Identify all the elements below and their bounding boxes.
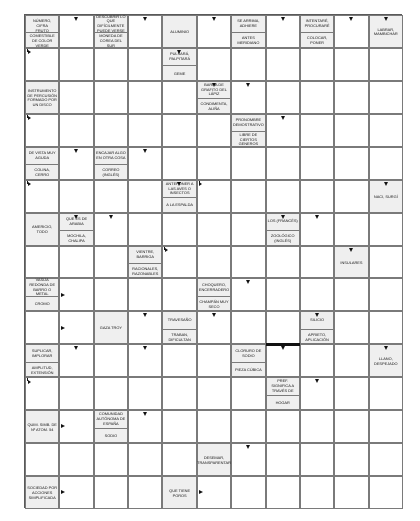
answer-cell[interactable] — [300, 344, 334, 377]
answer-cell[interactable] — [231, 180, 265, 213]
answer-cell[interactable] — [162, 81, 196, 114]
arrow-right-icon — [61, 424, 65, 428]
clue-text: BARRA DE GRAFITO DEL LÁPIZ — [201, 81, 227, 97]
arrow-down-icon — [74, 215, 78, 219]
answer-cell[interactable] — [59, 180, 93, 213]
answer-cell[interactable] — [197, 344, 231, 377]
clue-text: VASIJA REDONDA DE BARRO O METAL — [29, 277, 56, 297]
clue-text: CHOQUERO, ENCERRADERO — [198, 281, 230, 292]
arrow-bent-head-icon — [28, 380, 31, 384]
answer-cell[interactable] — [300, 48, 334, 81]
answer-cell[interactable] — [369, 81, 403, 114]
answer-cell[interactable] — [162, 443, 196, 476]
arrow-bent-head-icon — [199, 182, 202, 186]
clue-cell — [94, 311, 128, 344]
clue-cell — [231, 114, 265, 147]
clue-text: DESCUBRIR LO QUE DIFÍCILMENTE PUEDE VERSE — [96, 13, 126, 33]
answer-cell[interactable] — [231, 476, 265, 509]
answer-cell[interactable] — [128, 180, 162, 213]
answer-cell[interactable] — [334, 180, 368, 213]
clue-text: ZOOLÓGICO (INGLÉS) — [267, 230, 299, 246]
crossword-grid — [24, 14, 402, 508]
answer-cell[interactable] — [128, 476, 162, 509]
answer-cell[interactable] — [231, 410, 265, 443]
answer-cell[interactable] — [334, 278, 368, 311]
answer-cell[interactable] — [334, 476, 368, 509]
clue-text: TRABAN, DIFICULTAN — [163, 329, 195, 345]
clue-cell — [25, 278, 59, 311]
answer-cell[interactable] — [369, 147, 403, 180]
clue-text: QUE ES DE ARABIA — [65, 216, 88, 226]
answer-cell[interactable] — [94, 180, 128, 213]
clue-text: VIENTRE, BARRIGA — [136, 248, 155, 259]
clue-text: PIEZA CÚBICA — [232, 362, 264, 378]
clue-cell — [197, 278, 231, 311]
clue-text: PRONOMBRE DEMOSTRATIVO — [232, 117, 264, 128]
answer-cell[interactable] — [300, 410, 334, 443]
answer-cell[interactable] — [162, 344, 196, 377]
arrow-down-icon — [109, 215, 113, 219]
answer-cell[interactable] — [369, 114, 403, 147]
answer-cell[interactable] — [334, 377, 368, 410]
clue-text: PULSARÁ, PALPITARÁ — [169, 51, 191, 62]
thick-divider — [266, 343, 300, 346]
clue-cell — [94, 15, 128, 48]
arrow-down-icon — [212, 83, 216, 87]
arrow-down-icon — [281, 116, 285, 120]
clue-text: ANTES MERIDIANO — [232, 32, 264, 48]
arrow-right-icon — [61, 293, 65, 297]
answer-cell[interactable] — [231, 213, 265, 246]
answer-cell[interactable] — [266, 311, 300, 344]
arrow-down-icon — [143, 149, 147, 153]
clue-text: ANTEPONER A LAS AVES O INSECTOS — [165, 180, 194, 196]
arrow-down-icon — [349, 248, 353, 252]
arrow-down-icon — [349, 17, 353, 21]
answer-cell[interactable] — [162, 114, 196, 147]
clue-text: CONDIMENTA, ALIÑA — [198, 98, 230, 114]
answer-cell[interactable] — [162, 147, 196, 180]
clue-cell — [25, 410, 59, 443]
clue-text: INSULARES — [340, 259, 363, 265]
clue-cell — [300, 15, 334, 48]
clue-text: DE VISTA MUY AGUDA — [28, 150, 56, 160]
answer-cell[interactable] — [369, 278, 403, 311]
clue-cell — [231, 15, 265, 48]
clue-cell — [25, 476, 59, 509]
answer-cell[interactable] — [128, 48, 162, 81]
arrow-down-icon — [143, 17, 147, 21]
answer-cell[interactable] — [197, 147, 231, 180]
arrow-down-icon — [177, 50, 181, 54]
arrow-bent-head-icon — [165, 248, 168, 252]
clue-text: NÚMERO, CIFRA — [32, 18, 52, 29]
answer-cell[interactable] — [266, 48, 300, 81]
answer-cell[interactable] — [128, 443, 162, 476]
answer-cell[interactable] — [266, 476, 300, 509]
answer-cell[interactable] — [94, 81, 128, 114]
answer-cell[interactable] — [334, 81, 368, 114]
answer-cell[interactable] — [369, 213, 403, 246]
clue-cell — [25, 15, 59, 48]
answer-cell[interactable] — [231, 48, 265, 81]
answer-cell[interactable] — [300, 114, 334, 147]
clue-text: GAZA TROY — [99, 325, 122, 331]
answer-cell[interactable] — [369, 311, 403, 344]
clue-text: COMUNIDAD AUTÓNOMA DE ESPAÑA — [96, 411, 126, 426]
clue-text: CHAMPÁN MUY SECO — [198, 296, 230, 312]
answer-cell[interactable] — [369, 246, 403, 279]
answer-cell[interactable] — [266, 180, 300, 213]
answer-cell[interactable] — [162, 278, 196, 311]
arrow-right-icon — [199, 490, 203, 494]
answer-cell[interactable] — [128, 377, 162, 410]
arrow-down-icon — [281, 215, 285, 219]
answer-cell[interactable] — [59, 114, 93, 147]
arrow-down-icon — [246, 83, 250, 87]
answer-cell[interactable] — [334, 147, 368, 180]
clue-cell — [128, 246, 162, 279]
clue-text: DESEMAR, TRANSPARENTAR — [197, 454, 231, 465]
clue-text: LIBRE DE CIERTOS GENEROS — [232, 131, 264, 147]
answer-cell[interactable] — [266, 147, 300, 180]
clue-text: HOGAR — [267, 395, 299, 411]
clue-text: RACIONALES, RAZONABLES — [129, 263, 161, 279]
answer-cell[interactable] — [300, 147, 334, 180]
answer-cell[interactable] — [369, 443, 403, 476]
arrow-down-icon — [384, 17, 388, 21]
arrow-bent-head-icon — [28, 182, 31, 186]
answer-cell[interactable] — [300, 476, 334, 509]
clue-cell — [231, 344, 265, 377]
answer-cell[interactable] — [162, 377, 196, 410]
clue-text: MONEDA DE COREA DEL SUR — [95, 32, 127, 48]
answer-cell[interactable] — [94, 377, 128, 410]
answer-cell[interactable] — [25, 311, 59, 344]
answer-cell[interactable] — [94, 246, 128, 279]
answer-cell[interactable] — [300, 180, 334, 213]
clue-text: INTENTARÉ, PROCURARÉ — [304, 18, 330, 29]
clue-cell — [162, 311, 196, 344]
answer-cell[interactable] — [300, 278, 334, 311]
answer-cell[interactable] — [266, 410, 300, 443]
clue-text: CORREO (INGLÉS) — [95, 164, 127, 180]
answer-cell[interactable] — [59, 377, 93, 410]
answer-cell[interactable] — [197, 48, 231, 81]
arrow-down-icon — [177, 182, 181, 186]
clue-text: FRUTO COMESTIBLE DE COLOR VERDE — [26, 32, 58, 48]
answer-cell[interactable] — [59, 443, 93, 476]
arrow-down-icon — [384, 346, 388, 350]
clue-text: SE ARRIMA, ADHIERE — [237, 18, 260, 29]
answer-cell[interactable] — [162, 410, 196, 443]
answer-cell[interactable] — [300, 81, 334, 114]
answer-cell[interactable] — [334, 410, 368, 443]
answer-cell[interactable] — [231, 246, 265, 279]
clue-text: COLOCAR, PONER — [301, 32, 333, 48]
answer-cell[interactable] — [197, 246, 231, 279]
clue-text: CLORURO DE SODIO — [235, 347, 262, 358]
answer-cell[interactable] — [128, 213, 162, 246]
answer-cell[interactable] — [94, 344, 128, 377]
answer-cell[interactable] — [300, 443, 334, 476]
arrow-down-icon — [212, 313, 216, 317]
answer-cell[interactable] — [266, 81, 300, 114]
arrow-bent-head-icon — [28, 50, 31, 54]
answer-cell[interactable] — [197, 213, 231, 246]
answer-cell[interactable] — [197, 114, 231, 147]
arrow-down-icon — [246, 280, 250, 284]
clue-cell — [25, 81, 59, 114]
arrow-down-icon — [315, 313, 319, 317]
answer-cell[interactable] — [231, 147, 265, 180]
answer-cell[interactable] — [197, 377, 231, 410]
answer-cell[interactable] — [334, 48, 368, 81]
clue-text: APRIETO, APLICACIÓN — [301, 329, 333, 345]
clue-text: SUPLICAR, IMPLORAR — [31, 347, 53, 358]
answer-cell[interactable] — [128, 81, 162, 114]
arrow-right-icon — [61, 490, 65, 494]
answer-cell[interactable] — [94, 278, 128, 311]
clue-text: AMERICIO, TODO — [32, 224, 53, 235]
clue-cell — [197, 443, 231, 476]
answer-cell[interactable] — [334, 114, 368, 147]
answer-cell[interactable] — [25, 443, 59, 476]
arrow-down-icon — [143, 412, 147, 416]
arrow-down-icon — [74, 149, 78, 153]
clue-text: CROMO — [26, 296, 58, 312]
answer-cell[interactable] — [59, 81, 93, 114]
answer-cell[interactable] — [128, 114, 162, 147]
answer-cell[interactable] — [162, 213, 196, 246]
clue-text: GEME — [163, 65, 195, 81]
answer-cell[interactable] — [59, 246, 93, 279]
answer-cell[interactable] — [266, 246, 300, 279]
answer-cell[interactable] — [334, 311, 368, 344]
answer-cell[interactable] — [334, 443, 368, 476]
answer-cell[interactable] — [94, 114, 128, 147]
answer-cell[interactable] — [266, 278, 300, 311]
answer-cell[interactable] — [334, 344, 368, 377]
clue-text: SODIO — [95, 428, 127, 444]
clue-text: MOCHILA, CHALIPA — [60, 230, 92, 246]
arrow-down-icon — [212, 17, 216, 21]
clue-text: QUE TIENE POROS — [169, 487, 191, 498]
answer-cell[interactable] — [94, 476, 128, 509]
answer-cell[interactable] — [369, 410, 403, 443]
arrow-down-icon — [246, 445, 250, 449]
clue-text: INSTRUMENTO DE PERCUSIÓN FORMADO POR UN DISCO — [27, 87, 57, 108]
answer-cell[interactable] — [25, 246, 59, 279]
clue-text: NACI, SURGÍ — [373, 193, 398, 199]
answer-cell[interactable] — [369, 377, 403, 410]
answer-cell[interactable] — [369, 48, 403, 81]
clue-text: LOS (FRANCÉS) — [267, 218, 298, 224]
clue-cell — [25, 213, 59, 246]
answer-cell[interactable] — [59, 48, 93, 81]
answer-cell[interactable] — [94, 443, 128, 476]
arrow-down-icon — [281, 17, 285, 21]
clue-text: PREF. SIGNIFICA A TRAVÉS DE — [271, 378, 295, 393]
arrow-down-icon — [74, 17, 78, 21]
answer-cell[interactable] — [266, 443, 300, 476]
answer-cell[interactable] — [300, 246, 334, 279]
clue-text: ALUMINIO — [170, 29, 190, 35]
clue-cell — [94, 147, 128, 180]
clue-text: SOCIEDAD POR ACCIONES SIMPLIFICADA — [27, 485, 58, 500]
arrow-down-icon — [315, 379, 319, 383]
arrow-bent-head-icon — [28, 116, 31, 120]
clue-cell — [266, 377, 300, 410]
clue-text: LABRAR, MAMBICHAR — [373, 26, 398, 37]
clue-text: QUIM. SIMB. DE Nº ATOM. 54 — [27, 421, 57, 432]
answer-cell[interactable] — [369, 476, 403, 509]
clue-text: SILICIO — [310, 317, 324, 323]
clue-cell — [94, 410, 128, 443]
answer-cell[interactable] — [94, 48, 128, 81]
arrow-down-icon — [281, 346, 285, 350]
clue-cell — [162, 15, 196, 48]
answer-cell[interactable] — [231, 377, 265, 410]
clue-text: ENCAJAR ALGO EN OTRA COSA — [95, 150, 126, 160]
clue-cell — [25, 344, 59, 377]
clue-text: TRAVESAÑO — [167, 317, 192, 323]
clue-text: LLANO, DESPEJADO — [374, 356, 398, 366]
arrow-down-icon — [143, 313, 147, 317]
arrow-down-icon — [74, 346, 78, 350]
clue-text: COLINA, CERRO — [26, 164, 58, 180]
clue-text: AMPLITUD, EXTENSIÓN — [26, 362, 58, 378]
answer-cell[interactable] — [334, 213, 368, 246]
arrow-down-icon — [143, 346, 147, 350]
answer-cell[interactable] — [197, 410, 231, 443]
arrow-down-icon — [384, 182, 388, 186]
clue-cell — [162, 476, 196, 509]
arrow-right-icon — [61, 326, 65, 330]
arrow-down-icon — [315, 215, 319, 219]
clue-text: A LA ESPALDA — [163, 197, 195, 213]
answer-cell[interactable] — [231, 311, 265, 344]
answer-cell[interactable] — [128, 278, 162, 311]
clue-cell — [25, 147, 59, 180]
